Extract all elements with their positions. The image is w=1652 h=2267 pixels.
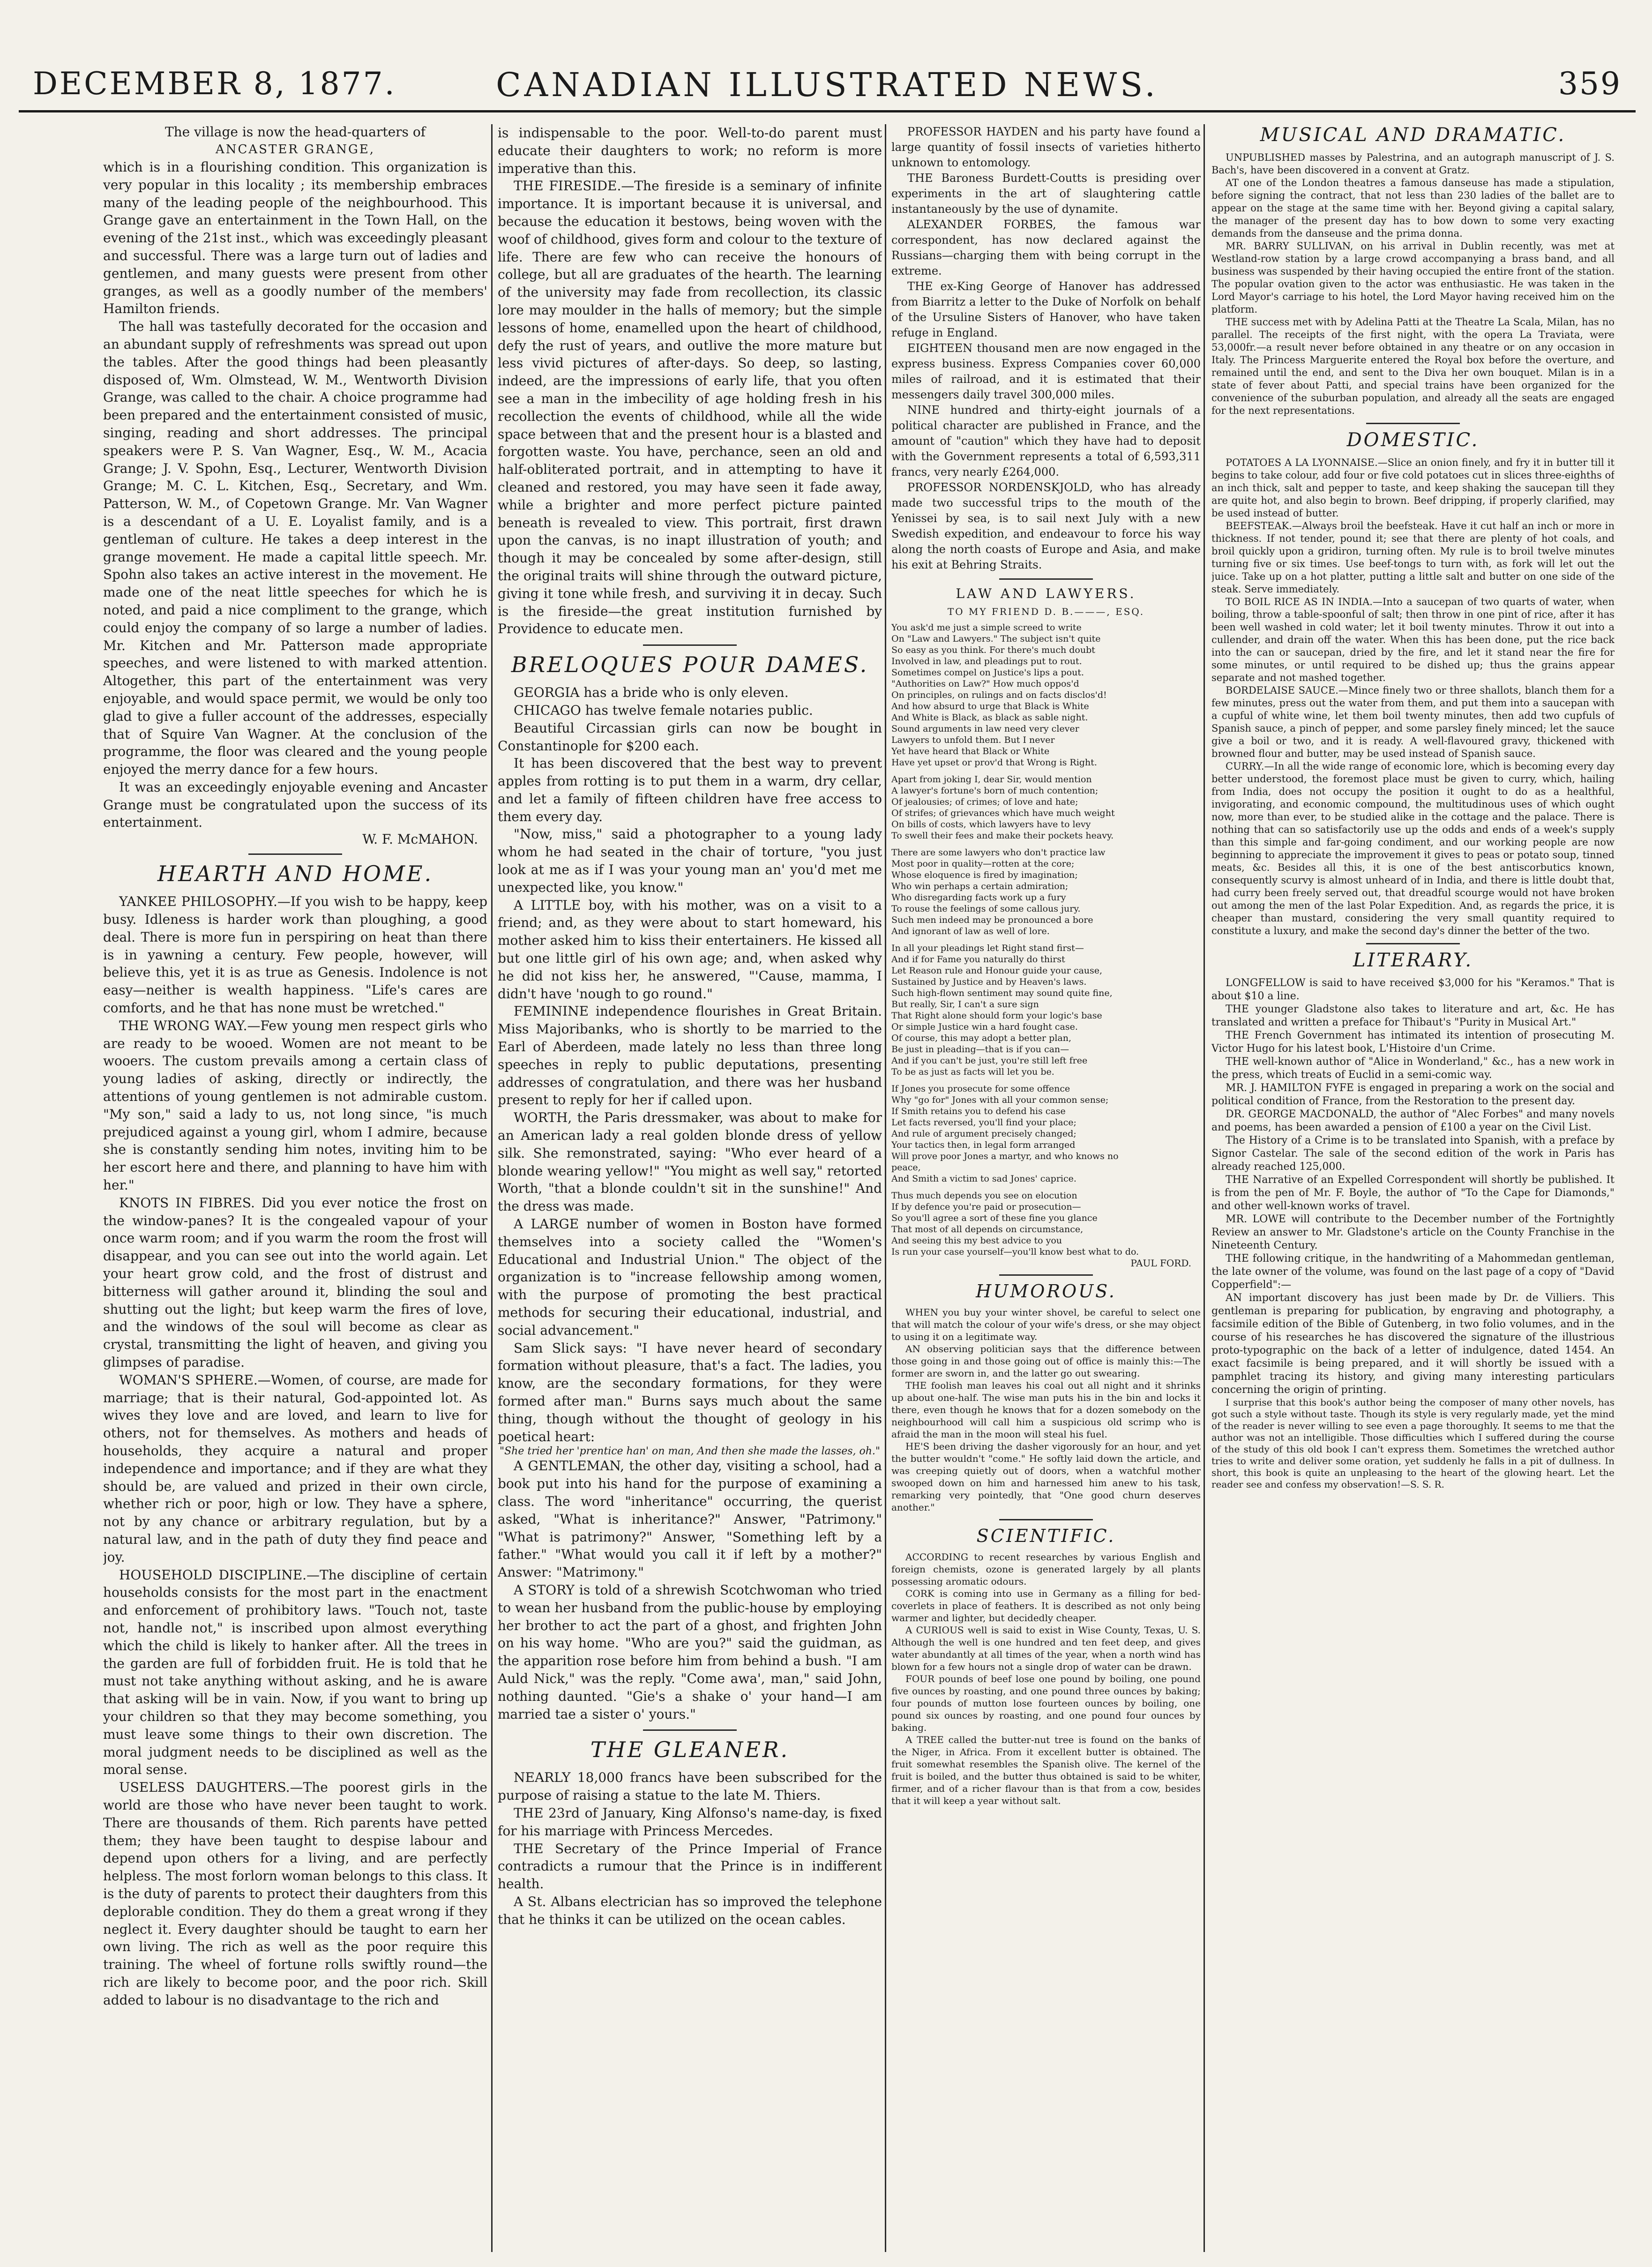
- musical-item: THE success met with by Adelina Patti at the Theatre La Scala, Milan, has no parallel. The receipts of the first night, with the opera La Traviata, were 53,000fr.—a result never before obtained in any theatre or on any occasion in Italy. The Princess Marguerite entered the Royal box before the overture, and remained until the end, and sent to the Diva her own bouquet. Milan is in a state of fever about Patti, and special trains have been organized for the convenience of the suburban population, and already all the seats are engaged for the next representations.: [1211, 316, 1615, 416]
- poem-stanza: [891, 847, 1201, 937]
- section-rule: [1366, 943, 1460, 944]
- poem-line: Of jealousies; of crimes; of love and hate;: [891, 797, 1078, 807]
- grange-signature: W. F. McMAHON.: [362, 831, 478, 847]
- poem-line: And seeing this my best advice to you: [891, 1235, 1062, 1246]
- column-divider: [885, 124, 886, 2252]
- poem-line: Sometimes compel on Justice's lips a pout.: [891, 667, 1084, 678]
- breloque-item: It has been discovered that the best way to prevent apples from rotting is to put them in a warm, dry cellar, and let a family of fifteen children have free access to them every day.: [498, 756, 882, 824]
- poem-stanza: [891, 1190, 1201, 1257]
- poem-line: peace,: [891, 1162, 921, 1173]
- poem-line: So you'll agree a sort of these fine you glance: [891, 1213, 1098, 1223]
- poem-line: But really, Sir, I can't a sure sign: [891, 999, 1039, 1010]
- poem-line: Let facts reversed, you'll find your place;: [891, 1117, 1076, 1128]
- breloque-item: A STORY is told of a shrewish Scotchwoman who tried to wean her husband from the public-house by employing her brother to act the part of a ghost, and frighten John on his way home. "Who are you?" said the guidman, as the apparition rose before him from behind a bush. "I am Auld Nick," was the reply. "Come awa', man," said John, nothing daunted. "Gie's a shake o' your hand—I am married tae a sister o' yours.": [498, 1582, 882, 1722]
- domestic-item: POTATOES A LA LYONNAISE.—Slice an onion finely, and fry it in butter till it begins to take colour, add four or five cold potatoes cut in slices three-eighths of an inch thick, salt and pepper to taste, and keep shaking the saucepan till they are quite hot, and also begin to brown. Beef dripping, if properly clarified, may be used instead of butter.: [1211, 457, 1615, 519]
- section-rule: [999, 1519, 1093, 1520]
- scientific-item: A CURIOUS well is said to exist in Wise County, Texas, U. S. Although the well is one hundred and ten feet deep, and gives water abundantly at all times of the year, when a north wind has blown for a few hours not a single drop of water can be drawn.: [891, 1624, 1201, 1672]
- poem-line: On "Law and Lawyers." The subject isn't quite: [891, 634, 1101, 644]
- poem-line: Or simple Justice win a hard fought case.: [891, 1022, 1078, 1032]
- literary-item: MR. LOWE will contribute to the December number of the Fortnightly Review an answer to Mr. Gladstone's article on the County Franchise in the Nineteenth Century.: [1211, 1213, 1615, 1251]
- gleaner-item: THE ex-King George of Hanover has addressed from Biarritz a letter to the Duke of Norfolk on behalf of the Ursuline Sisters of Hanover, who have taken refuge in England.: [891, 280, 1201, 339]
- breloque-item: FEMININE independence flourishes in Great Britain. Miss Majoribanks, who is shortly to be married to the Earl of Aberdeen, made lately no less than three long speeches in reply to public deputations, presenting addresses of congratulation, and there was her husband present to reply for her if called upon.: [498, 1003, 882, 1108]
- poem-line: Have yet upset or prov'd that Wrong is Right.: [891, 757, 1097, 768]
- column-2: [498, 124, 882, 2252]
- masthead-rule: [19, 110, 1636, 112]
- poem-dedication: TO MY FRIEND D. B.———, ESQ.: [947, 606, 1145, 617]
- literary-item: The History of a Crime is to be translated into Spanish, with a preface by Signor Castelar. The sale of the second edition of the work in Paris has already reached 125,000.: [1211, 1135, 1615, 1173]
- poem-line: And ignorant of law as well of lore.: [891, 926, 1050, 936]
- hearth-paragraph: KNOTS IN FIBRES. Did you ever notice the frost on the window-panes? It is the congealed vapour of your once warm room; and if you warm the room the frost will disappear, and you can see out into the world again. Let your heart grow cold, and the frost of distrust and bitterness will gather around it, blinding the soul and shutting out the light; but keep warm the fires of love, and the windows of the soul will become as clear as crystal, transmitting the light of heaven, and giving you glimpses of paradise.: [103, 1195, 487, 1370]
- musical-item: AT one of the London theatres a famous danseuse has made a stipulation, before signing the contract, that not less than 230 ladies of the ballet are to appear on the stage at the same time with her. Beyond giving a capital salary, the manager of the present day has to bow down to some very exacting demands from the danseuse and the prima donna.: [1211, 177, 1615, 239]
- breloque-item: WORTH, the Paris dressmaker, was about to make for an American lady a real golden blonde dress of yellow silk. She remonstrated, saying: "Who ever heard of a blonde wearing yellow!" "You might as well say," retorted Worth, "that a blonde couldn't sit in the sunshine!" And the dress was made.: [498, 1110, 882, 1214]
- scientific-item: FOUR pounds of beef lose one pound by boiling, one pound five ounces by roasting, and one pound three ounces by baking; four pounds of mutton lose fourteen ounces by boiling, one pound six ounces by roasting, and one pound four ounces by baking.: [891, 1673, 1201, 1733]
- poem-stanza: [891, 943, 1201, 1077]
- hearth-paragraph: THE WRONG WAY.—Few young men respect girls who are ready to be wooed. Women are not meant to be wooers. The custom prevails among a certain class of young ladies of asking, directly or indirectly, the attentions of young gentlemen is not admirable custom. "My son," said a lady to us, not long since, "is much prejudiced against a young girl, whom I admire, because she is constantly sending him notes, inviting him to be her escort here and there, and planning to have him with her.": [103, 1018, 487, 1193]
- poem-line: There are some lawyers who don't practice law: [891, 847, 1106, 858]
- poem-line: A lawyer's fortune's born of much contention;: [891, 786, 1099, 796]
- poem-line: To swell their fees and make their pockets heavy.: [891, 830, 1114, 841]
- section-rule: [1366, 423, 1460, 424]
- domestic-item: TO BOIL RICE AS IN INDIA.—Into a saucepan of two quarts of water, when boiling, throw a table-spoonful of salt; then throw in one pint of rice, after it has been well washed in cold water; let it boil twenty minutes. Throw it out into a cullender, and drain off the water. When this has been done, put the rice back into the can or saucepan, dried by the fire, and let it stand near the fire for some minutes, or until required to be dished up; thus the grains appear separate and not mashed together.: [1211, 596, 1615, 683]
- poem-line: Of course, this may adopt a better plan,: [891, 1033, 1071, 1043]
- poem-line: Such men indeed may be pronounced a bore: [891, 915, 1093, 925]
- breloque-item: Sam Slick says: "I have never heard of secondary formation without pleasure, that's a fact. The ladies, you know, are the secondary formations, for they were formed after man." Burns says much about the same thing, though without the thought of geology in his poetical heart:: [498, 1340, 882, 1444]
- musical-item: UNPUBLISHED masses by Palestrina, and an autograph manuscript of J. S. Bach's, have been discovered in a convent at Gratz.: [1211, 152, 1615, 176]
- breloque-item: "Now, miss," said a photographer to a young lady whom he had seated in the chair of torture, "you just look at me as if I was your young man an' you'd met me unexpected like, you know.": [498, 826, 882, 895]
- poem-line: Will prove poor Jones a martyr, and who knows no: [891, 1151, 1119, 1161]
- literary-item: THE well-known author of "Alice in Wonderland," &c., has a new work in the press, which treats of Euclid in a semi-comic way.: [1211, 1056, 1615, 1081]
- gleaner-item: EIGHTEEN thousand men are now engaged in the express business. Express Companies cover 60,000 miles of railroad, and it is estimated that their messengers daily travel 300,000 miles.: [891, 342, 1201, 401]
- poem-line: On bills of costs, which lawyers have to levy: [891, 819, 1091, 830]
- hearth-paragraph: WOMAN'S SPHERE.—Women, of course, are made for marriage; that is their natural, God-appointed lot. As wives they love and are loved, and learn to live for others, not for themselves. As mothers and heads of households, they acquire a natural and proper independence and importance; and if they are what they should be, are valued and prized in their own circle, whether rich or poor, high or low. They have a sphere, not by any chance or arbitrary regulation, but by a natural law, and in the path of duty they find peace and joy.: [103, 1372, 487, 1565]
- gleaner-item: NEARLY 18,000 francs have been subscribed for the purpose of raising a statue to the late M. Thiers.: [498, 1770, 882, 1803]
- poem-line: And if for Fame you naturally do thirst: [891, 954, 1065, 965]
- section-rule: [248, 853, 342, 855]
- gleaner-item: PROFESSOR NORDENSKJOLD, who has already made two successful trips to the mouth of the Yenissei by sea, is to sail next July with a new Swedish expedition, and endeavour to force his way along the north coasts of Europe and Asia, and make his exit at Behring Straits.: [891, 481, 1201, 571]
- grange-paragraph: The hall was tastefully decorated for the occasion and an abundant supply of refreshments was spread out upon the tables. After the good things had been pleasantly disposed of, Wm. Olmstead, W. M., Wentworth Division Grange, was called to the chair. A choice programme had been prepared and the entertainment consisted of music, singing, reading and short addresses. The principal speakers were P. S. Van Wagner, Esq., W. M., Acacia Grange; J. V. Spohn, Esq., Lecturer, Wentworth Division Grange; M. C. L. Kitchen, Esq., Secretary, and Wm. Patterson, W. M., of Copetown Grange. Mr. Van Wagner is a descendant of a U. E. Loyalist family, and is a gentleman of culture. He takes a deep interest in the grange movement. He made a capital little speech. Mr. Spohn also takes an active interest in the movement. He made one of the neat little speeches for which he is noted, and paid a nice compliment to the grange, which could enjoy the company of so large a number of ladies. Mr. Kitchen and Mr. Patterson made appropriate speeches, and were listened to with marked attention. Altogether, this part of the entertainment was very enjoyable, and would space permit, we would be only too glad to give a fuller account of the addresses, especially that of Squire Van Wagner. At the conclusion of the programme, the floor was cleared and the young people enjoyed the merry dance for a few hours.: [103, 319, 487, 778]
- poem-line: Apart from joking I, dear Sir, would mention: [891, 774, 1092, 785]
- section-heading-breloques: BRELOQUES POUR DAMES.: [511, 652, 869, 678]
- column-divider: [1203, 124, 1205, 2252]
- fireside-paragraph: THE FIRESIDE.—The fireside is a seminary of infinite importance. It is important because it is universal, and because the education it bestows, being woven with the woof of childhood, gives form and colour to the texture of life. There are few who can receive the honours of college, but all are graduates of the hearth. The learning of the university may fade from recollection, its classic lore may moulder in the halls of memory; but the simple lessons of home, enamelled upon the heart of childhood, defy the rust of years, and outlive the more mature but less vivid pictures of after-days. So deep, so lasting, indeed, are the impressions of early life, that you often see a man in the imbecility of age holding fresh in his recollection the events of childhood, while all the wide space between that and the present hour is a blasted and forgotten waste. You have, perchance, seen an old and half-obliterated portrait, and in attempting to have it cleaned and restored, you may have seen it fade away, while a brighter and more perfect picture painted beneath is revealed to view. This portrait, first drawn upon the canvas, is no inapt illustration of youth; and though it may be concealed by some after-design, still the original traits will shine through the outward picture, giving it tone while fresh, and surviving it in decay. Such is the fireside—the great institution furnished by Providence to educate men.: [498, 178, 882, 637]
- poem-line: To rouse the feelings of some callous jury.: [891, 904, 1081, 914]
- masthead: [19, 61, 1636, 112]
- poem-line: Lawyers to unfold them. But I never: [891, 735, 1055, 745]
- section-rule: [643, 644, 737, 646]
- literary-item: AN important discovery has just been made by Dr. de Villiers. This gentleman is preparing for publication, by engraving and photography, a facsimile edition of the Bible of Gutenberg, in two folio volumes, and in the course of his researches he has discovered the signature of the illustrious proto-typographic on the back of a letter of indulgence, dated 1454. An exact facsimile is being prepared, and it will shortly be issued with a pamphlet tracing its history, and giving many interesting particulars concerning the origin of printing.: [1211, 1292, 1615, 1396]
- column-divider: [491, 124, 493, 2252]
- poem-line: So easy as you think. For there's much doubt: [891, 645, 1095, 655]
- breloque-item: Beautiful Circassian girls can now be bought in Constantinople for $200 each.: [498, 720, 882, 754]
- poem-line: Sound arguments in law need very clever: [891, 724, 1079, 734]
- poem-line: And how absurd to urge that Black is White: [891, 701, 1089, 711]
- poem-stanza: [891, 622, 1201, 768]
- humorous-item: HE'S been driving the dasher vigorously for an hour, and yet the butter wouldn't "come." He softly laid down the article, and was creeping quietly out of doors, when a watchful mother swooped down on him and harnessed him anew to his task, remarking very pointedly, that "One good churn deserves another.": [891, 1441, 1201, 1513]
- humorous-item: AN observing politician says that the difference between those going in and those going out of office is mainly this:—The former are sworn in, and the latter go out swearing.: [891, 1343, 1201, 1379]
- poem-line: And rule of argument precisely changed;: [891, 1129, 1076, 1139]
- poem-line: You ask'd me just a simple screed to write: [891, 622, 1082, 633]
- grange-name: ANCASTER GRANGE,: [215, 142, 375, 157]
- critique-text: I surprise that this book's author being the composer of many other novels, has got such a style without taste. Though its style is very regularly made, yet the mind of the reader is never willing to see even a page thoroughly. It seems to me that the author was not an intelligible. Those difficulties which I suffered during the course of the study of this old book I can't express them. Sometimes the wretched author tries to write and deliver some oration, yet suddenly he falls in a pit of dullness. In short, this book is quite an unpleasing to the heart of the glowing heart. Let the reader see and confess my observation!—S. S. R.: [1211, 1397, 1615, 1490]
- section-rule: [643, 1729, 737, 1731]
- poem-line: And White is Black, as black as sable night.: [891, 712, 1088, 723]
- section-rule: [999, 1274, 1093, 1276]
- poem-line: Sustained by Justice and by Heaven's laws.: [891, 977, 1087, 987]
- humorous-item: THE foolish man leaves his coal out all night and it shrinks up about one-half. The wise man puts his in the bin and locks it there, even though he knows that for a dozen somebody on the neighbourhood will call him a suspicious old scrimp who is afraid the man in the moon will steal his fuel.: [891, 1380, 1201, 1440]
- poem-line: Who win perhaps a certain admiration;: [891, 881, 1069, 891]
- literary-item: MR. J. HAMILTON FYFE is engaged in preparing a work on the social and political condition of France, from the Restoration to the present day.: [1211, 1082, 1615, 1107]
- breloque-item: A LARGE number of women in Boston have formed themselves into a society called the "Women's Educational and Industrial Union." The object of the organization is to "increase fellowship among women, with the purpose of promoting the best practical methods for securing their educational, industrial, and social advancement.": [498, 1216, 882, 1338]
- issue-date: DECEMBER 8, 1877.: [33, 66, 396, 102]
- literary-item: THE younger Gladstone also takes to literature and art, &c. He has translated and written a preface for Thibaut's "Purity in Musical Art.": [1211, 1003, 1615, 1028]
- scientific-item: CORK is coming into use in Germany as a filling for bed-coverlets in place of feathers. It is described as not only being warmer and lighter, but decidedly cheaper.: [891, 1588, 1201, 1624]
- poem-line: If by defence you're paid or prosecution—: [891, 1202, 1081, 1212]
- breloque-item: A LITTLE boy, with his mother, was on a visit to a friend; and, as they were about to start homeward, his mother asked him to kiss their entertainers. He kissed all but one little girl of his own age; and, when asked why he did not kiss her, he answered, "'Cause, mamma, I didn't have 'nough to go round.": [498, 897, 882, 1002]
- hearth-continuation: is indispensable to the poor. Well-to-do parent must educate their daughters to work; no reform is more imperative than this.: [498, 125, 882, 176]
- poem-line: Be just in pleading—that is if you can—: [891, 1044, 1069, 1055]
- poem-line: And if you can't be just, you're still left free: [891, 1055, 1088, 1066]
- section-rule: [999, 578, 1093, 580]
- poem-line: Whose eloquence is fired by imagination;: [891, 870, 1078, 880]
- poem-stanza: [891, 1083, 1201, 1184]
- poem-signature: PAUL FORD.: [1130, 1257, 1191, 1269]
- breloque-item: CHICAGO has twelve female notaries public.: [514, 702, 813, 718]
- humorous-item: WHEN you buy your winter shovel, be careful to select one that will match the colour of your wife's dress, or she may object to using it on a legitimate way.: [891, 1307, 1201, 1342]
- poem-line: Yet have heard that Black or White: [891, 746, 1050, 756]
- section-heading-scientific: SCIENTIFIC.: [976, 1526, 1116, 1546]
- gleaner-item: A St. Albans electrician has so improved the telephone that he thinks it can be utilized on the ocean cables.: [498, 1893, 882, 1927]
- literary-item: THE Narrative of an Expelled Correspondent will shortly be published. It is from the pen of Mr. F. Boyle, the author of "To the Cape for Diamonds," and other well-known works of travel.: [1211, 1174, 1615, 1212]
- hearth-paragraph: USELESS DAUGHTERS.—The poorest girls in the world are those who have never been taught to work. There are thousands of them. Rich parents have petted them; they have been taught to despise labour and depend upon others for a living, and are perfectly helpless. The most forlorn woman belongs to this class. It is the duty of parents to protect their daughters from this deplorable condition. They do them a great wrong if they neglect it. Every daughter should be taught to earn her own living. The rich as well as the poor require this training. The wheel of fortune rolls swiftly round—the rich are likely to become poor, and the poor rich. Skill added to labour is no disadvantage to the rich and: [103, 1780, 487, 2008]
- section-heading-domestic: DOMESTIC.: [1346, 429, 1480, 451]
- section-heading-literary: LITERARY.: [1353, 950, 1473, 971]
- domestic-item: CURRY.—In all the wide range of economic lore, which is becoming every day better understood, the foremost place must be given to curry, which, hailing from India, does not occupy the position it ought to do as a healthful, invigorating, and economic compound, the multitudinous uses of which ought now, more than ever, to be studied alike in the cottage and the palace. There is nothing that can so satisfactorily use up the odds and ends of a week's supply than this simple and far-going condiment, and our working people are now beginning to appreciate the improvement it gives to peas or potato soup, tinned meats, &c. Besides all this, it is one of the best antiscorbutics known, consequently scurvy is almost unheard of in India, and there is little doubt that, had curry been freely served out, that dreadful scourge would not have broken out among the men of the last Polar Expedition. And, as regards the price, it is cheaper than mustard, considering the very small quantity required to constitute a luxury, and make the second day's dinner the better of the two.: [1211, 761, 1615, 936]
- gleaner-item: THE Baroness Burdett-Coutts is presiding over experiments in the art of slaughtering cattle instantaneously by the use of dynamite.: [891, 172, 1201, 216]
- newspaper-title: CANADIAN ILLUSTRATED NEWS.: [496, 66, 1159, 104]
- poem-line: Is run your case yourself—you'll know best what to do.: [891, 1247, 1139, 1257]
- poem-line: To be as just as facts will let you be.: [891, 1067, 1054, 1077]
- poem-line: Your tactics then, in legal form arranged: [891, 1140, 1076, 1150]
- literary-item: THE French Government has intimated its intention of prosecuting M. Victor Hugo for his latest book, L'Histoire d'un Crime.: [1211, 1030, 1615, 1055]
- poem-line: If Smith retains you to defend his case: [891, 1106, 1066, 1116]
- literary-item: LONGFELLOW is said to have received $3,000 for his "Keramos." That is about $10 a line.: [1211, 977, 1615, 1002]
- gleaner-item: THE Secretary of the Prince Imperial of France contradicts a rumour that the Prince is in indifferent health.: [498, 1841, 882, 1892]
- gleaner-item: THE 23rd of January, King Alfonso's name-day, is fixed for his marriage with Princess Mercedes.: [498, 1805, 882, 1839]
- column-1: [103, 124, 487, 2252]
- section-heading-musical: MUSICAL AND DRAMATIC.: [1260, 124, 1566, 146]
- poem-line: Thus much depends you see on elocution: [891, 1190, 1077, 1201]
- poem-line: Of strifes; of grievances which have much weight: [891, 808, 1115, 818]
- poem-line: If Jones you prosecute for some offence: [891, 1084, 1070, 1094]
- gleaner-item: NINE hundred and thirty-eight journals of a political character are published in France, and the amount of "caution" which they have had to deposit with the Government represents a total of 6,593,311 francs, very nearly £264,000.: [891, 404, 1201, 479]
- page-number: 359: [1558, 66, 1622, 102]
- poem-line: "Authorities on Law?" How much oppos'd: [891, 679, 1079, 689]
- poem-line: Let Reason rule and Honour guide your cause,: [891, 965, 1103, 976]
- scientific-item: A TREE called the butter-nut tree is found on the banks of the Niger, in Africa. From it excellent butter is obtained. The fruit somewhat resembles the Spanish olive. The kernel of the fruit is boiled, and the butter thus obtained is said to be whiter, firmer, and of a richer flavour than is that from a cow, besides that it will keep a year without salt.: [891, 1734, 1201, 1806]
- section-heading-law: LAW AND LAWYERS.: [956, 586, 1136, 601]
- poem-line: On principles, on rulings and on facts disclos'd!: [891, 690, 1107, 700]
- poem-line: That Right alone should form your logic's base: [891, 1010, 1102, 1021]
- poem-line: Why "go for" Jones with all your common sense;: [891, 1095, 1109, 1105]
- poem-line: In all your pleadings let Right stand first—: [891, 943, 1084, 953]
- section-heading-humorous: HUMOROUS.: [976, 1281, 1116, 1302]
- domestic-item: BEEFSTEAK.—Always broil the beefsteak. Have it cut half an inch or more in thickness. If not tender, pound it; see that there are plenty of hot coals, and broil quickly upon a gridiron, turning often. My rule is to broil twelve minutes turning five or six times. Use beef-tongs to turn with, as fork will let out the juice. Take up on a hot platter, putting a little salt and butter on one side of the steak. Serve immediately.: [1211, 520, 1615, 595]
- poem-line: Most poor in quality—rotten at the core;: [891, 859, 1075, 869]
- domestic-item: BORDELAISE SAUCE.—Mince finely two or three shallots, blanch them for a few minutes, press out the water from them, and put them into a saucepan with a cupful of white wine, let them boil twenty minutes, then add two cupfuls of Spanish sauce, a pinch of pepper, and some parsley finely minced; let the sauce give a boil or two, and it is ready. A well-flavoured gravy, thickened with browned flour and butter, may be used instead of Spanish sauce.: [1211, 685, 1615, 759]
- column-4: [1211, 124, 1615, 2252]
- gleaner-item: ALEXANDER FORBES, the famous war correspondent, has now declared against the Russians—charging them with being corrupt in the extreme.: [891, 218, 1201, 277]
- hearth-paragraph: YANKEE PHILOSOPHY.—If you wish to be happy, keep busy. Idleness is harder work than ploughing, a good deal. There is more fun in perspiring on heat than there is in yawning a century. Few people, however, will believe this, yet it is as true as Genesis. Indolence is not easy—neither is wealth happiness. "Life's cares are comforts, and he that has none must be wretched.": [103, 894, 487, 1016]
- section-heading-gleaner: THE GLEANER.: [590, 1737, 790, 1763]
- breloque-item: GEORGIA has a bride who is only eleven.: [514, 685, 789, 701]
- musical-item: MR. BARRY SULLIVAN, on his arrival in Dublin recently, was met at Westland-row station by a large crowd accompanying a brass band, and all business was suspended by their having occupied the entire front of the station. The popular ovation given to the actor was enthusiastic. He was taken in the Lord Mayor's carriage to his hotel, the Lord Mayor having received him on the platform.: [1211, 240, 1615, 315]
- poem-line: And Smith a victim to sad Jones' caprice.: [891, 1174, 1076, 1184]
- column-3: [891, 124, 1201, 2252]
- section-heading-hearth: HEARTH AND HOME.: [157, 861, 434, 887]
- scientific-item: ACCORDING to recent researches by various English and foreign chemists, ozone is generated largely by all plants possessing aromatic odours.: [891, 1551, 1201, 1587]
- poem-line: Who disregarding facts work up a fury: [891, 892, 1066, 903]
- poem-line: Involved in law, and pleadings put to rout.: [891, 656, 1082, 666]
- literary-item: THE following critique, in the handwriting of a Mahommedan gentleman, the late owner of the volume, was found on the last page of a copy of "David Copperfield":—: [1211, 1253, 1615, 1291]
- breloque-item: A GENTLEMAN, the other day, visiting a school, had a book put into his hand for the purpose of examining a class. The word "inheritance" occurring, the querist asked, "What is inheritance?" Answer, "Patrimony." "What is patrimony?" Answer, "Something left by a father." "What would you call it if left by a mother?" Answer: "Matrimony.": [498, 1458, 882, 1580]
- grange-paragraph: It was an exceedingly enjoyable evening and Ancaster Grange must be congratulated upon the success of its entertainment.: [103, 779, 487, 830]
- literary-item: DR. GEORGE MACDONALD, the author of "Alec Forbes" and many novels and poems, has been awarded a pension of £100 a year on the Civil List.: [1211, 1108, 1615, 1133]
- hearth-paragraph: HOUSEHOLD DISCIPLINE.—The discipline of certain households consists for the most part in the enactment and enforcement of prohibitory laws. "Touch not, taste not, handle not," is inscribed upon almost everything which the child is likely to hanker after. All the trees in the garden are full of forbidden fruit. He is told that he must not take anything without asking, and he is aware that asking will be in vain. Now, if you want to bring up your children so that they may become something, you must leave some things to their own discretion. The moral judgment needs to be disciplined as well as the moral sense.: [103, 1567, 487, 1778]
- poem-line: That most of all depends on circumstance,: [891, 1224, 1084, 1235]
- poem-line: Such high-flown sentiment may sound quite fine,: [891, 988, 1113, 998]
- burns-quote: "She tried her 'prentice han' on man, And then she made the lasses, oh.": [499, 1445, 881, 1458]
- gleaner-item: PROFESSOR HAYDEN and his party have found a large quantity of fossil insects of varieties hitherto unknown to entomology.: [891, 125, 1201, 169]
- grange-paragraph: which is in a flourishing condition. This organization is very popular in this locality ; its membership embraces many of the leading people of the neighbourhood. This Grange gave an entertainment in the Town Hall, on the evening of the 21st inst., which was exceedingly pleasant and successful. There was a large turn out of ladies and gentlemen, and many guests were present from other granges, as well as a goodly number of the members' Hamilton friends.: [103, 159, 487, 317]
- grange-intro: The village is now the head-quarters of: [164, 124, 426, 140]
- poem-stanza: [891, 774, 1201, 841]
